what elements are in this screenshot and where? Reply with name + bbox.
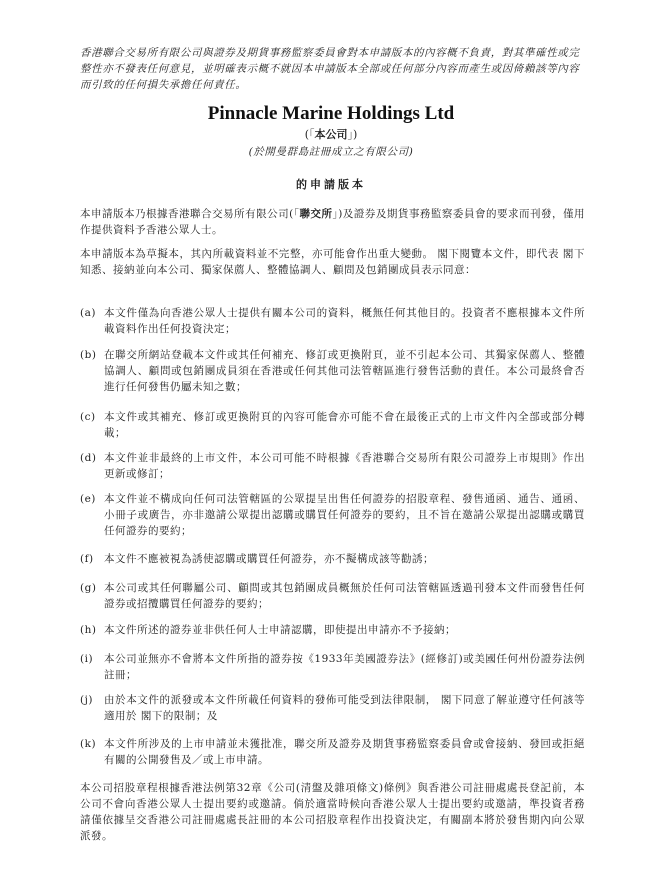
item-text: 本公司或其任何聯屬公司、顧問或其包銷團成員概無於任何司法管轄區透過刊發本文件而發售任何證券或招攬購買任何證券的要約； — [104, 582, 585, 610]
abbr-name: 本公司 — [314, 128, 348, 141]
item-marker: (i) — [80, 653, 94, 665]
intro1-bold: 聯交所 — [299, 208, 333, 220]
item-text: 本文件所涉及的上市申請並未獲批准，聯交所及證券及期貨事務監察委員會或會接納、發回或拒絕有關的公開發售及／或上市申請。 — [104, 738, 585, 766]
abbr-open: (「 — [304, 128, 315, 141]
item-text: 本文件僅為向香港公眾人士提供有關本公司的資料，概無任何其他目的。投資者不應根據本文件所載資料作出任何投資決定； — [104, 307, 585, 335]
item-text: 本文件不應被視為誘使認購或購買任何證券，亦不擬構成該等勸誘； — [104, 553, 434, 565]
company-abbreviation — [0, 126, 662, 142]
disclaimer-text: 香港聯合交易所有限公司與證券及期貨事務監察委員會對本申請版本的內容概不負責，對其準確性或完整性亦不發表任何意見，並明確表示概不就因本申請版本全部或任何部分內容而產生或因倚賴該等內容而引致的任何損失承擔任何責任。 — [80, 47, 580, 91]
abbr-close: 」) — [347, 128, 358, 141]
closing-paragraph: 本公司招股章程根據香港法例第32章《公司(清盤及雜項條文)條例》與香港公司註冊處處長登記前，本公司不會向香港公眾人士提出要約或邀請。倘於適當時候向香港公眾人士提出要約或邀請，準投資者務請僅依據呈交香港公司註冊處處長註冊的本公司招股章程作出投資決定，有關副本將於發售期內向公眾派發。 — [80, 782, 585, 842]
company-name: Pinnacle Marine Holdings Ltd — [207, 103, 455, 124]
item-text: 在聯交所網站登載本文件或其任何補充、修訂或更換附頁，並不引起本公司、其獨家保薦人、整體協調人、顧問或包銷團成員須在香港或任何其他司法管轄區進行發售活動的責任。本公司最終會否進行任何發售仍屬未知之數； — [104, 349, 585, 393]
incorporation-note: (於開曼群島註冊成立之有限公司) — [248, 146, 414, 158]
item-text: 本文件所述的證券並非供任何人士申請認購，即使提出申請亦不予接納； — [104, 624, 456, 636]
item-text: 本文件或其補充、修訂或更換附頁的內容可能會亦可能不會在最後正式的上市文件內全部或部分轉載； — [104, 411, 585, 439]
item-marker: (f) — [80, 553, 94, 565]
item-text: 本公司並無亦不會將本文件所指的證券按《1933年美國證券法》(經修訂)或美國任何州份證券法例註冊； — [104, 653, 585, 681]
item-marker: (e) — [80, 493, 96, 505]
item-text: 本文件並不構成向任何司法管轄區的公眾提呈出售任何證券的招股章程、發售通函、通告、通函、小冊子或廣告，亦非邀請公眾提出認購或購買任何證券的要約，且不旨在邀請公眾提出認購或購買任何證券的要約； — [104, 493, 585, 537]
intro-paragraph-1 — [80, 206, 585, 238]
item-marker: (c) — [80, 411, 96, 423]
document-title: 的申請版本 — [296, 178, 366, 191]
item-marker: (d) — [80, 452, 97, 464]
item-marker: (b) — [80, 349, 97, 361]
item-marker: (k) — [80, 738, 97, 750]
intro1-pre: 本申請版本乃根據香港聯合交易所有限公司(「 — [80, 208, 300, 220]
intro-paragraph-2: 本申請版本為草擬本，其內所載資料並不完整，亦可能會作出重大變動。 閣下閱覽本文件，即代表 閣下知悉、接納並向本公司、獨家保薦人、整體協調人、顧問及包銷團成員表示同意： — [80, 248, 585, 276]
item-marker: (h) — [80, 624, 97, 636]
item-marker: (a) — [80, 307, 96, 319]
intro1-post: 」)及證券及期貨事務監察委員會的要求而刊發，僅用作提供資料予香港公眾人士。 — [80, 208, 585, 236]
item-marker: (j) — [80, 694, 93, 706]
item-text: 本文件並非最終的上市文件，本公司可能不時根據《香港聯合交易所有限公司證券上市規則》作出更新或修訂； — [104, 452, 585, 480]
item-marker: (g) — [80, 582, 97, 594]
item-text: 由於本文件的派發或本文件所載任何資料的發佈可能受到法律限制， 閣下同意了解並遵守任何該等適用於 閣下的限制；及 — [104, 694, 585, 722]
